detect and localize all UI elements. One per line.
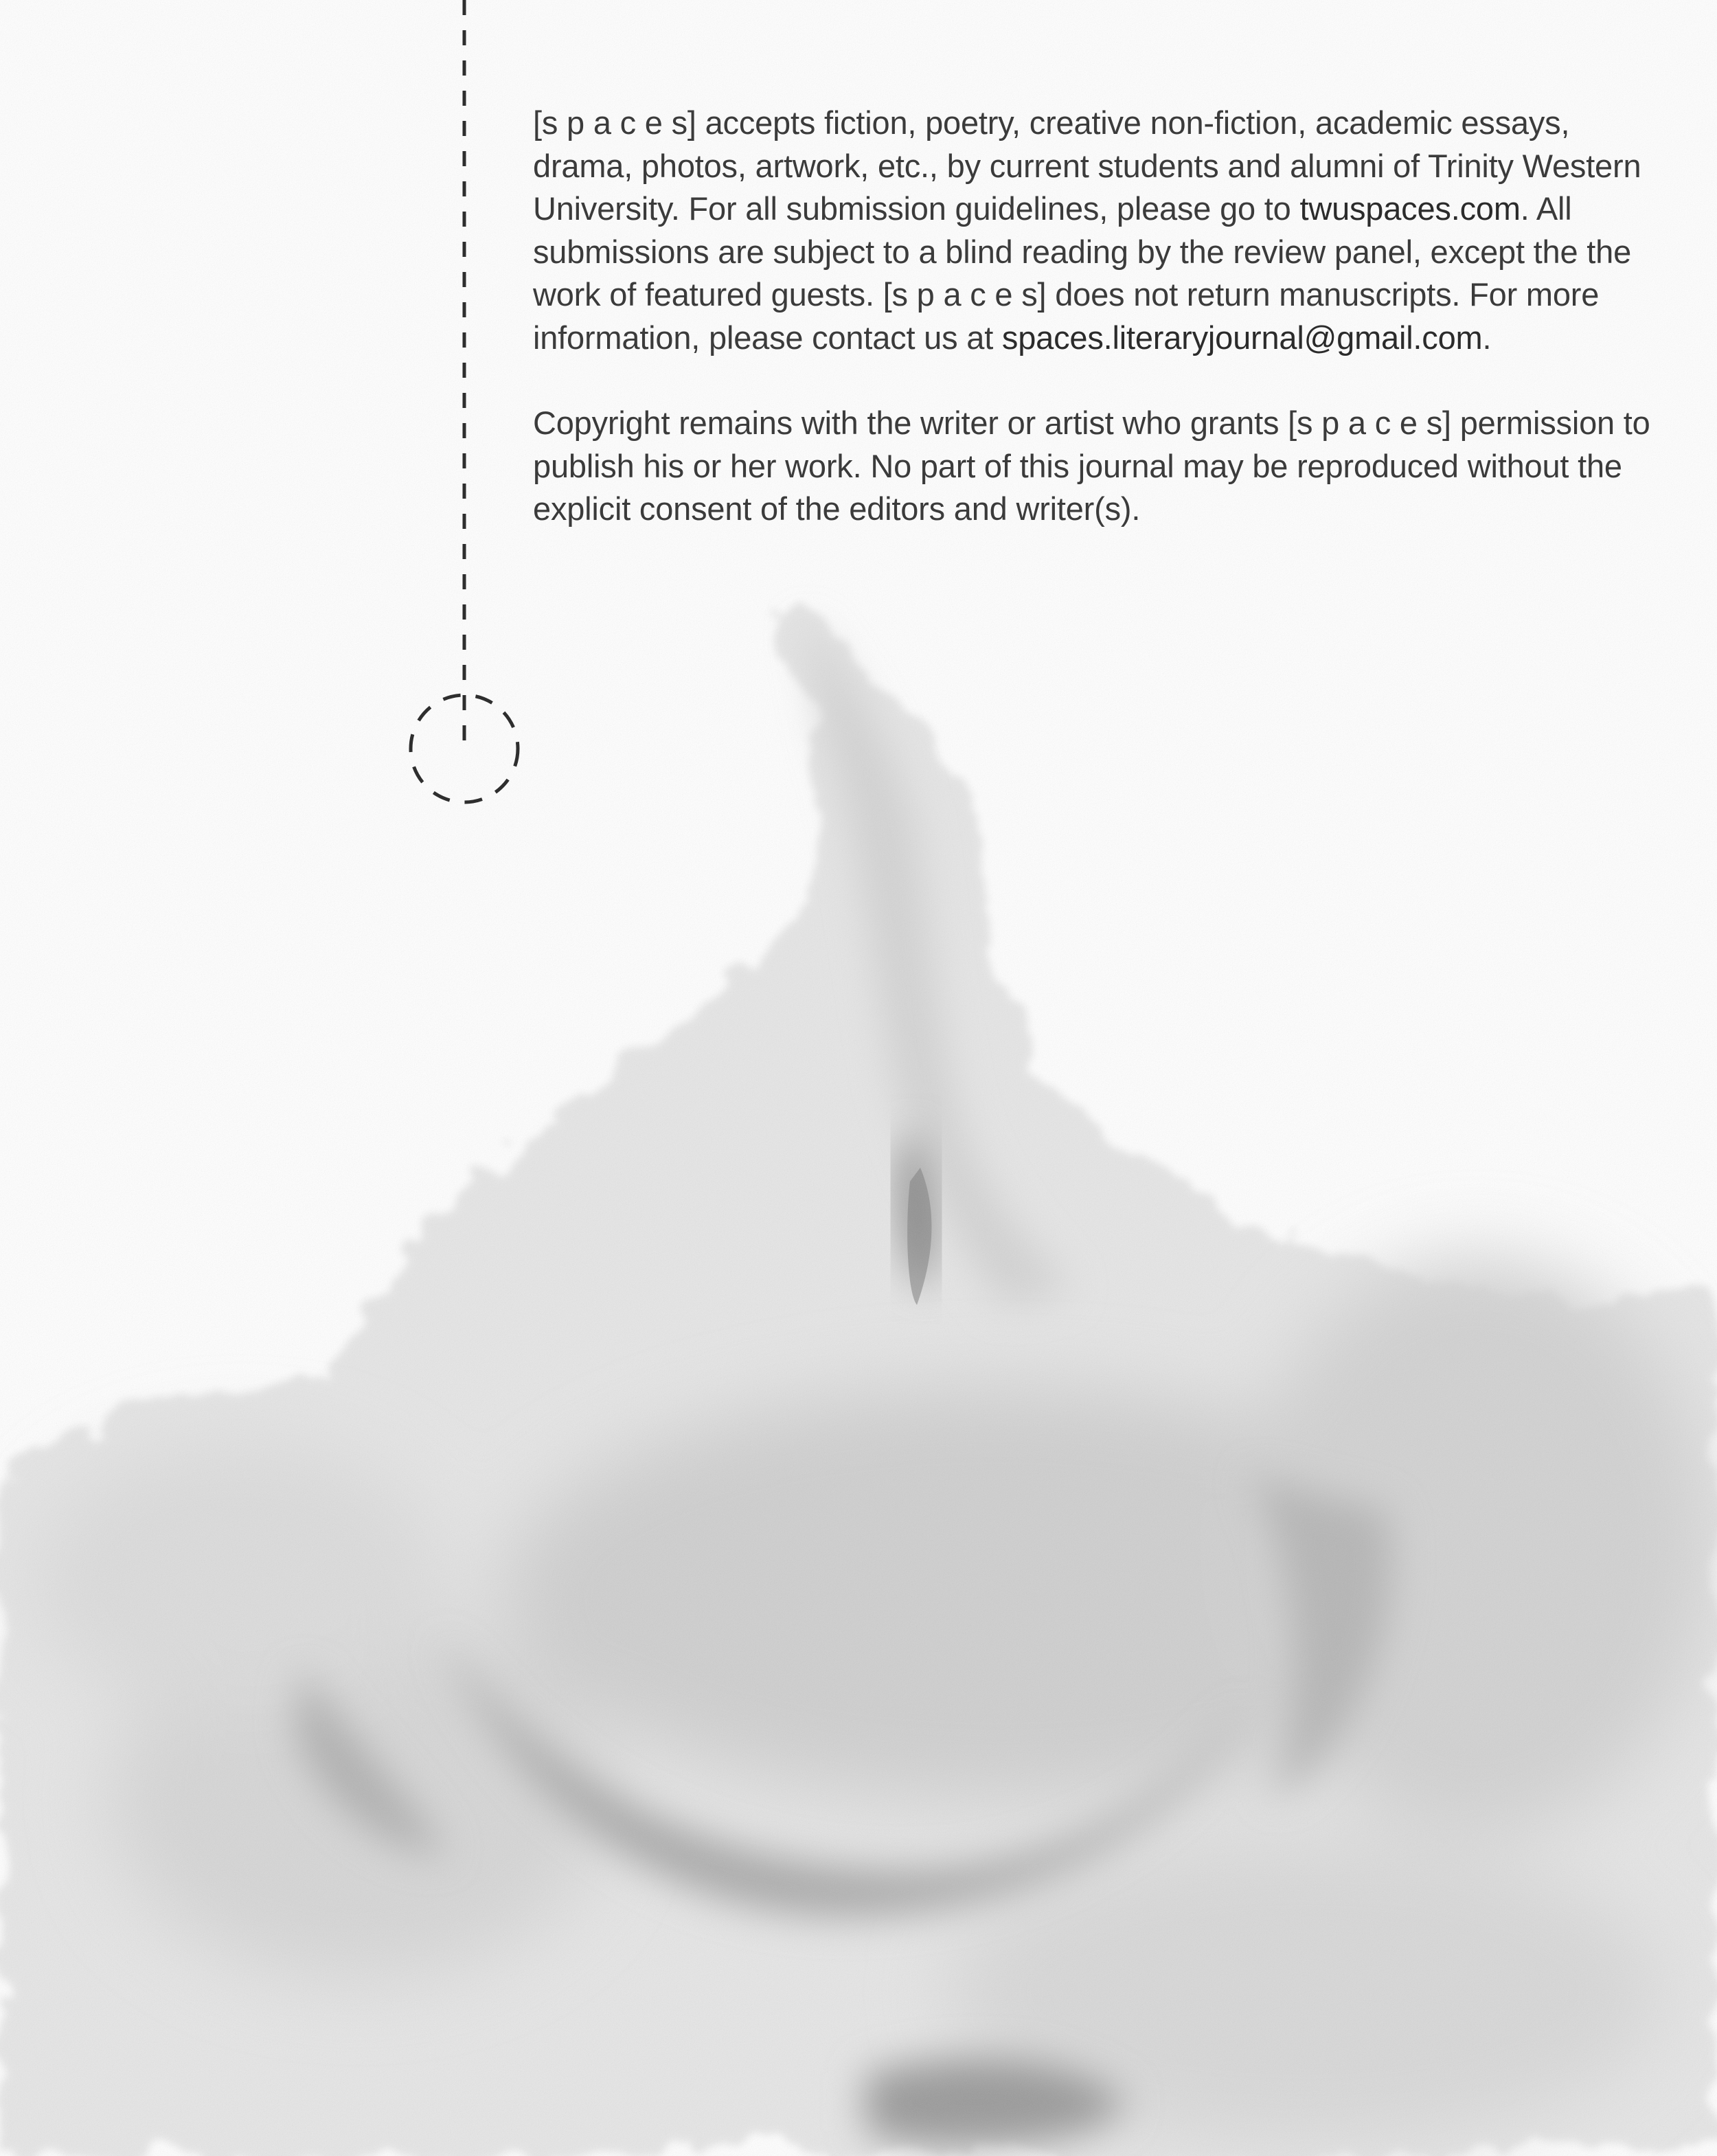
masthead-text [533,102,1659,531]
submissions-intro: [s p a c e s] accepts fiction, poetry, creative non-fiction, academic essays, drama, photos, artwork, etc., by current students and alumni of Trinity Western University. For all submission guidelines, please go to [533,104,1641,227]
email-link[interactable]: spaces.literaryjournal@gmail.com [1001,319,1483,356]
website-link[interactable]: twuspaces.com [1299,190,1521,227]
submissions-paragraph [533,102,1659,359]
submissions-details: . All submissions are subject to a blind reading by the review panel, except the the work of featured guests. [s p a c e s] does not return manuscripts. For more information, please contact us at [533,190,1632,356]
submissions-end: . [1482,319,1492,356]
copyright-paragraph: Copyright remains with the writer or artist who grants [s p a c e s] permission to publish his or her work. No part of this journal may be reproduced without the explicit consent of the editors and writer(s). [533,405,1650,527]
